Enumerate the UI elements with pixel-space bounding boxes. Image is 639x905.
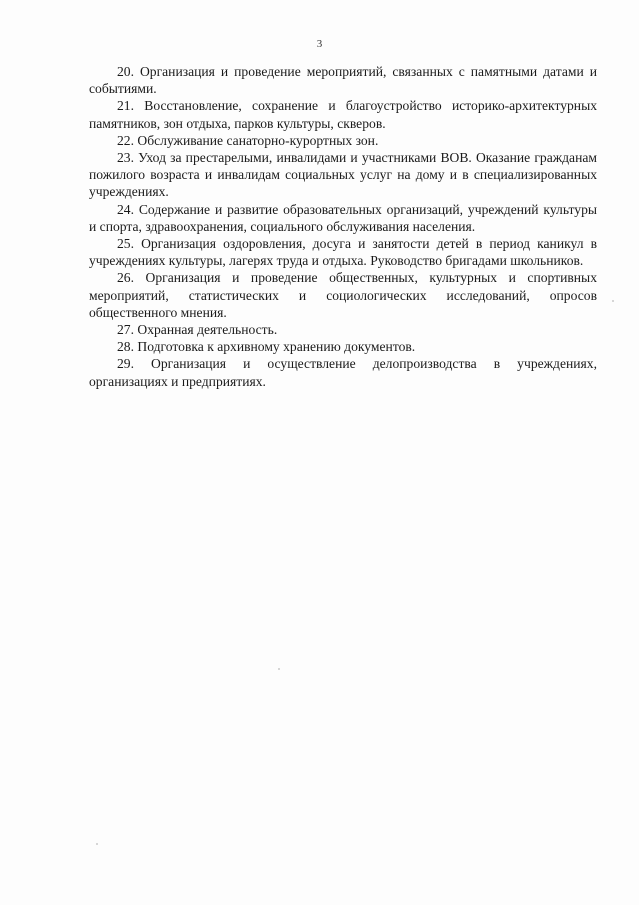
list-item-26: 26. Организация и проведение общественных, культурных и спортивных мероприятий, статистических и социологических исследований, опросов общественного мнения.	[89, 270, 597, 320]
list-item-23: 23. Уход за престарелыми, инвалидами и участниками ВОВ. Оказание гражданам пожилого возраста и инвалидам социальных услуг на дому и в специализированных учреждениях.	[89, 150, 597, 200]
scan-speck	[96, 843, 98, 845]
list-item-28: 28. Подготовка к архивному хранению документов.	[117, 339, 416, 355]
list-item-27: 27. Охранная деятельность.	[117, 322, 278, 338]
list-item-29: 29. Организация и осуществление делопроизводства в учреждениях, организациях и предприятиях.	[89, 356, 597, 389]
list-item-20: 20. Организация и проведение мероприятий, связанных с памятными датами и событиями.	[89, 64, 597, 97]
document-body	[89, 63, 597, 390]
list-item-22: 22. Обслуживание санаторно-курортных зон.	[117, 132, 379, 148]
page-number: 3	[316, 38, 323, 50]
list-item-21: 21. Восстановление, сохранение и благоустройство историко-архитектурных памятников, зон отдыха, парков культуры, скверов.	[89, 98, 597, 131]
scan-speck	[278, 668, 280, 670]
scan-speck	[612, 300, 614, 302]
list-item-25: 25. Организация оздоровления, досуга и занятости детей в период каникул в учреждениях культуры, лагерях труда и отдыха. Руководство бригадами школьников.	[89, 236, 597, 269]
list-item-24: 24. Содержание и развитие образовательных организаций, учреждений культуры и спорта, здравоохранения, социального обслуживания населения.	[89, 201, 597, 234]
